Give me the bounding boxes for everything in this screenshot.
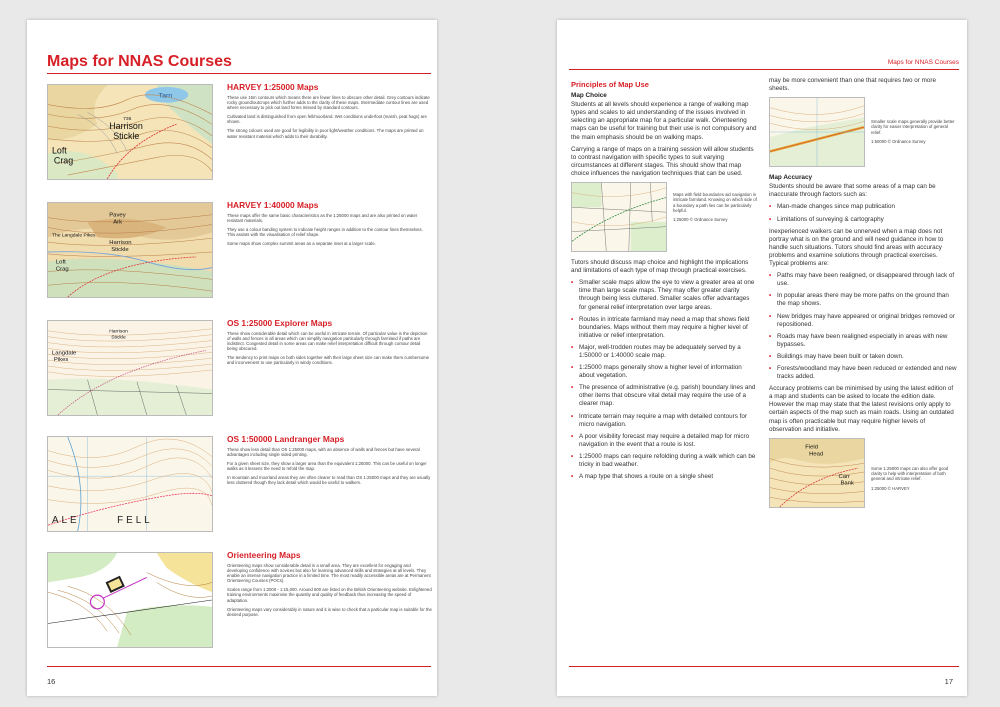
map-label: Harrison xyxy=(109,121,143,132)
figure-credit: 1:25000 © Ordnance Survey xyxy=(673,217,728,223)
paragraph: Inexperienced walkers can be unnerved when a map does not portray what is on the ground and will need guidance in how to handle such situations. Tutors should find areas with accuracy problems and examine solutions through practical exercises. Typical problems are: xyxy=(769,227,944,268)
section-heading: OS 1:50000 Landranger Maps xyxy=(227,434,345,444)
page-number: 16 xyxy=(47,677,56,686)
column-2 xyxy=(769,77,957,515)
section-paragraph: Orienteering maps show considerable detail in a small area. They are excellent for engaging and developing confidence with novices but also for learning advanced skills and strategies at all levels. They enable an intense navigation practice in a limited time. The most readily accessible areas are at Permanent Orienteering Courses (POCs). xyxy=(227,563,431,584)
section-heading: Orienteering Maps xyxy=(227,550,301,560)
map-label: Tarn xyxy=(158,92,173,100)
paragraph: Carrying a range of maps on a training session will allow students to contrast navigation with specific types to suit varying circumstances at different stages. This should show that map choice influences the navigation techniques that can be used. xyxy=(571,145,754,177)
list-item: • Buildings may have been built or taken down. xyxy=(769,353,957,361)
map-label: Langdale xyxy=(51,350,77,357)
map-label: Loft xyxy=(51,145,67,156)
section-heading: HARVEY 1:40000 Maps xyxy=(227,200,319,210)
list-item: • Paths may have been realigned, or disappeared through lack of use. xyxy=(769,272,957,288)
list-item: • Forests/woodland may have been reduced or extended and new tracks added. xyxy=(769,365,957,381)
list-item: • A poor visibility forecast may require a detailed map for micro navigation in the event that a route is lost. xyxy=(571,433,757,449)
list-item: • Man-made changes since map publication xyxy=(769,203,957,211)
subheading: Map Accuracy xyxy=(769,174,813,182)
small-scale-map-image xyxy=(769,97,865,167)
list-item: • Smaller scale maps allow the eye to view a greater area at one time than large scale maps. They may offer greater clarity through being less cluttered. Smaller scales offer advantages for general relief interpretation over large areas. xyxy=(571,279,757,311)
map-label: Stickle xyxy=(113,130,140,141)
list-item: • Limitations of surveying & cartography xyxy=(769,216,957,224)
list-item: • Roads may have been realigned especially in areas with new bypasses. xyxy=(769,333,957,349)
map-label: Pavey xyxy=(109,212,126,219)
map-label: Harrison xyxy=(109,329,128,335)
map-label: The Langdale Pikes xyxy=(51,233,96,239)
running-header: Maps for NNAS Courses xyxy=(887,59,959,66)
paragraph: Students should be aware that some areas of a map can be inaccurate through factors such as: xyxy=(769,183,936,199)
map-label: 736 xyxy=(123,117,132,123)
map-label: ALE xyxy=(51,515,80,527)
section-paragraph: Cultivated land is distinguished from open fell/moorland. Wet conditions underfoot (marsh, peat hags) are shown. xyxy=(227,114,427,125)
section-paragraph: These show considerable detail which can be useful in intricate terrain. Of particular value is the depiction of walls and fences in all areas which can simplify navigation particularly through farmland if paths are indistinct. Congested detail in some areas can make relief interpretation difficult through contour detail being obscured. xyxy=(227,331,428,352)
farmland-figure xyxy=(571,182,757,252)
farmland-map-image xyxy=(571,182,667,252)
bullet-list xyxy=(769,272,957,381)
header-rule xyxy=(569,69,959,70)
section-paragraph: These maps offer the same basic characteristics as the 1:25000 maps and are also printed on water resistant materials. xyxy=(227,213,418,224)
map-label: Stickle xyxy=(111,246,129,253)
list-item: • In popular areas there may be more paths on the ground than the map shows. xyxy=(769,292,957,308)
section-paragraph: For a given sheet size, they show a larger area than the equivalent 1:25000. This can be useful on longer walks as it lessens the need to refold the map. xyxy=(227,461,427,472)
harvey-detail-map-image xyxy=(769,438,865,508)
figure-caption: Smaller scale maps generally provide better clarity for easier interpretation of general relief. xyxy=(871,119,955,135)
map-label: Harrison xyxy=(109,240,132,247)
paragraph-continuation: may be more convenient than one that requires two or more sheets. xyxy=(769,77,936,93)
list-item: • Routes in intricate farmland may need a map that shows field boundaries. Maps without them may require a higher level of initiative or relief interpretation. xyxy=(571,316,757,340)
map-label: Field xyxy=(805,444,818,451)
figure-credit: 1:25000 © HARVEY xyxy=(871,485,910,491)
figure-credit: 1:50000 © Ordnance Survey xyxy=(871,139,926,145)
harvey-25000-map-image xyxy=(47,84,213,180)
os-landranger-map-image xyxy=(47,436,213,532)
left-page xyxy=(27,20,437,696)
os-explorer-map-image xyxy=(47,320,213,416)
footer-rule xyxy=(569,666,959,667)
list-item: • 1:25000 maps can require refolding during a walk which can be tricky in bad weather. xyxy=(571,453,757,469)
section-paragraph: Orienteering maps vary considerably in nature and it is wise to check that a particular map is suitable for the desired purpose. xyxy=(227,606,432,617)
figure-caption: Maps with field boundaries aid navigation in intricate farmland. Knowing on which side of a boundary a path lies can be particularly helpful. xyxy=(673,192,757,213)
paragraph: Accuracy problems can be minimised by using the latest edition of a map and students can be asked to locate the edition date. However the map may state that the latest revisions only apply to certain aspects of the map such as main roads. Using an outdated map is often practicable but may require higher levels of observation and initiative. xyxy=(769,385,954,433)
harvey-detail-figure xyxy=(769,438,957,508)
map-label: Bank xyxy=(840,480,854,487)
small-scale-figure xyxy=(769,97,957,167)
list-item: • New bridges may have appeared or original bridges removed or repositioned. xyxy=(769,313,957,329)
map-label: Ark xyxy=(113,219,123,226)
paragraph: Students at all levels should experience a range of walking map types and scales to aid understanding of the issues involved in selecting an appropriate map for a particular walk. Orienteering maps can be useful for training but their use is not compulsory and the main emphasis should be on walking maps. xyxy=(571,101,757,141)
subheading: Map Choice xyxy=(571,92,607,100)
section-heading: HARVEY 1:25000 Maps xyxy=(227,82,319,92)
footer-rule xyxy=(47,666,431,667)
section-paragraph: They use a colour banding system to indicate height ranges in addition to the contour lines themselves. This assists with the visualisation of relief shape. xyxy=(227,227,423,238)
map-label: Head xyxy=(809,451,824,458)
map-label: FELL xyxy=(117,515,153,527)
map-label: Stickle xyxy=(111,335,126,341)
page-title: Maps for NNAS Courses xyxy=(47,53,232,70)
paragraph: Tutors should discuss map choice and highlight the implications and limitations of each type of map through practical exercises. xyxy=(571,259,749,275)
title-rule xyxy=(47,73,431,74)
bullet-list xyxy=(769,203,957,223)
section-heading: Principles of Map Use xyxy=(571,80,649,89)
list-item: • Intricate terrain may require a map with detailed contours for micro navigation. xyxy=(571,413,757,429)
section-paragraph: In mountain and moorland areas they are often clearer to read than OS 1:25000 maps and they are usually less cluttered though they lack detail which would be useful to walkers. xyxy=(227,475,431,486)
column-1 xyxy=(571,81,757,485)
list-item: • 1:25000 maps generally show a higher level of information about vegetation. xyxy=(571,364,757,380)
harvey-40000-map-image xyxy=(47,202,213,298)
map-label: Crag xyxy=(55,266,69,273)
section-heading: OS 1:25000 Explorer Maps xyxy=(227,318,333,328)
map-label: Crag xyxy=(53,155,74,166)
section-paragraph: The tendency to print maps on both sides together with their large sheet size can make them cumbersome and inconvenient to use particularly in windy conditions. xyxy=(227,355,430,366)
bullet-list xyxy=(571,279,757,481)
list-item: • Major, well-trodden routes may be adequately served by a 1:50000 or 1:40000 scale map. xyxy=(571,344,757,360)
section-paragraph: Some maps show complex summit areas as a separate inset at a larger scale. xyxy=(227,241,376,247)
map-label: Loft xyxy=(55,259,66,266)
right-page xyxy=(557,20,967,696)
map-label: Pikes xyxy=(53,357,69,364)
orienteering-map-image xyxy=(47,552,213,648)
map-label: Carr xyxy=(838,473,850,480)
list-item: • The presence of administrative (e.g. parish) boundary lines and other items that obscure vital detail may require the use of a clearer map. xyxy=(571,384,757,408)
section-paragraph: Scales range from 1:2000 - 1:15,000. Around 600 are listed on the British Orienteering website. Enlightened training environments maximise the quantity and quality of feedback thus increasing the speed of adaptation. xyxy=(227,587,432,603)
figure-caption: Some 1:25000 maps can also offer good clarity to help with interpretation of both general and intricate relief. xyxy=(871,465,949,482)
list-item: • A map type that shows a route on a single sheet xyxy=(571,473,757,481)
section-paragraph: These show less detail than OS 1:25000 maps, with an absence of walls and fences but have several advantages including single sided printing. xyxy=(227,447,420,458)
page-number: 17 xyxy=(944,677,953,686)
section-paragraph: The strong colours used are good for legibility in poor light/weather conditions. The maps are printed on water resistant material which adds to their durability. xyxy=(227,128,424,139)
section-paragraph: These use 15m contours which means there are fewer lines to obscure other detail. Grey contours indicate rocky ground/outcrops which further adds to the clarity of these maps. Intermediate contour lines are used where necessary to pick out land forms missed by standard contours. xyxy=(227,95,430,111)
